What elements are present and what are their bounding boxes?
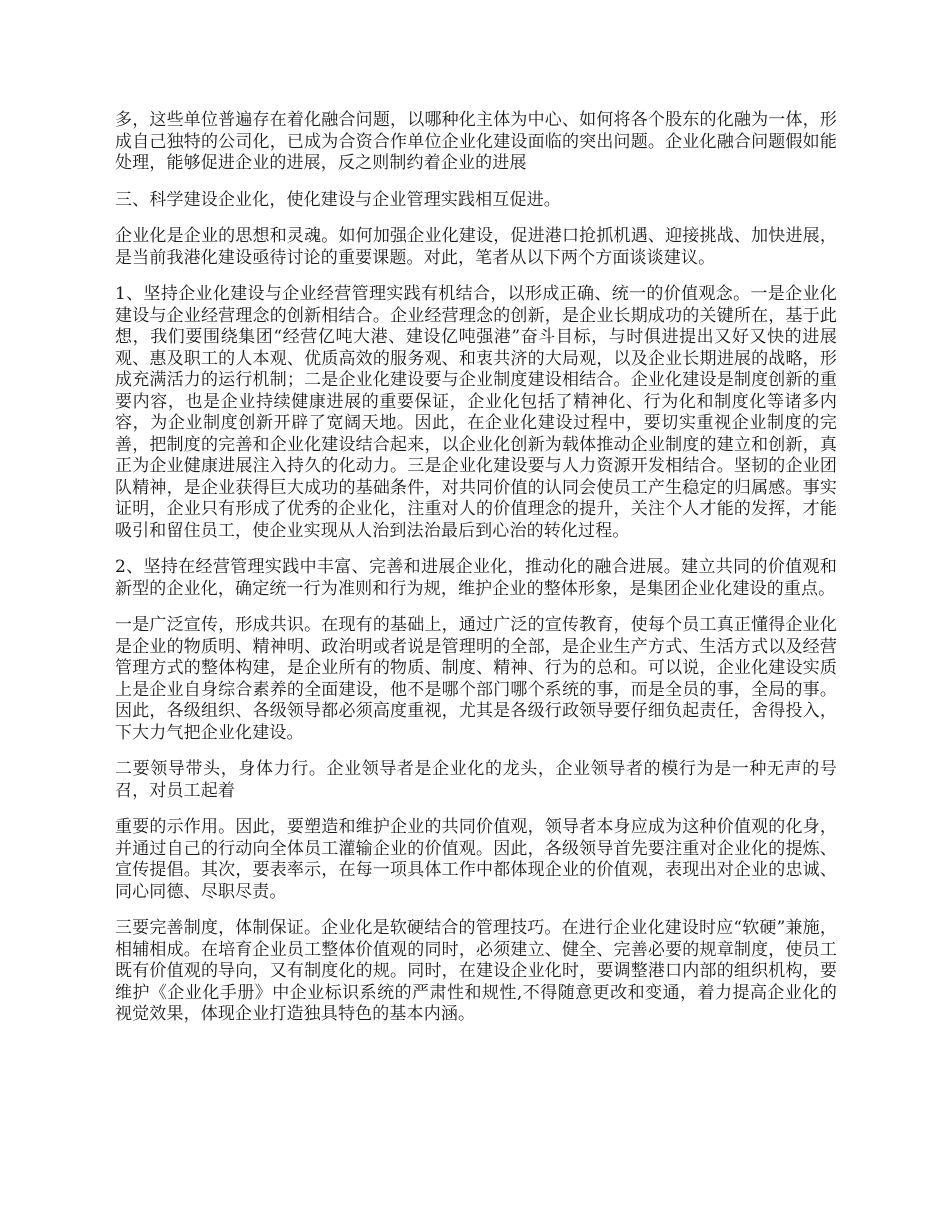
document-body (115, 110, 837, 1041)
section-heading-three: 三、科学建设企业化，使化建设与企业管理实践相互促进。 (115, 189, 561, 210)
paragraph-point-one: 1、坚持企业化建设与企业经营管理实践有机结合，以形成正确、统一的价值观念。一是企业化建设与企业经营理念的创新相结合。企业经营理念的创新，是企业长期成功的关键所在，基于此想，我们要围绕集团“经营亿吨大港、建设亿吨强港”奋斗目标，与时俱进提出又好又快的进展观、惠及职工的人本观、优质高效的服务观、和衷共济的大局观，以及企业长期进展的战略，形成充满活力的运行机制；二是企业化建设要与企业制度建设相结合。企业化建设是制度创新的重要内容，也是企业持续健康进展的重要保证，企业化包括了精神化、行为化和制度化等诸多内容，为企业制度创新开辟了宽阔天地。因此，在企业化建设过程中，要切实重视企业制度的完善，把制度的完善和企业化建设结合起来，以企业化创新为载体推动企业制度的建立和创新，真正为企业健康进展注入持久的化动力。三是企业化建设要与人力资源开发相结合。坚韧的企业团队精神，是企业获得巨大成功的基础条件，对共同价值的认同会使员工产生稳定的归属感。事实证明，企业只有形成了优秀的企业化，注重对人的价值理念的提升，关注个人才能的发挥，才能吸引和留住员工，使企业实现从人治到法治最后到心治的转化过程。 (115, 284, 837, 541)
paragraph-leadership-continued: 重要的示作用。因此，要塑造和维护企业的共同价值观，领导者本身应成为这种价值观的化身，并通过自己的行动向全体员工灌输企业的价值观。因此，各级领导首先要注重对企业化的提炼、宣传提倡。其次，要表率示，在每一项具体工作中都体现企业的价值观，表现出对企业的忠诚、同心同德、尽职尽责。 (115, 817, 837, 902)
paragraph-culture-soul: 企业化是企业的思想和灵魂。如何加强企业化建设，促进港口抢抓机遇、迎接挑战、加快进展，是当前我港化建设亟待讨论的重要课题。对此，笔者从以下两个方面谈谈建议。 (115, 226, 837, 268)
paragraph-intro-continuation: 多，这些单位普遍存在着化融合问题，以哪种化主体为中心、如何将各个股东的化融为一体，形成自己独特的公司化，已成为合资合作单位企业化建设面临的突出问题。企业化融合问题假如能处理，能够促进企业的进展，反之则制约着企业的进展 (115, 110, 837, 173)
paragraph-leadership: 二要领导带头，身体力行。企业领导者是企业化的龙头，企业领导者的模行为是一种无声的号召，对员工起着 (115, 759, 837, 801)
paragraph-system-guarantee: 三要完善制度，体制保证。企业化是软硬结合的管理技巧。在进行企业化建设时应“软硬”兼施，相辅相成。在培育企业员工整体价值观的同时，必须建立、健全、完善必要的规章制度，使员工既有价值观的导向，又有制度化的规。同时，在建设企业化时，要调整港口内部的组织机构，要维护《企业化手册》中企业标识系统的严肃性和规性,不得随意更改和变通，着力提高企业化的视觉效果，体现企业打造独具特色的基本内涵。 (115, 918, 837, 1024)
paragraph-point-two: 2、坚持在经营管理实践中丰富、完善和进展企业化，推动化的融合进展。建立共同的价值观和新型的企业化，确定统一行为准则和行为规，维护企业的整体形象，是集团企业化建设的重点。 (115, 557, 837, 599)
paragraph-publicity: 一是广泛宣传，形成共识。在现有的基础上，通过广泛的宣传教育，使每个员工真正懂得企业化是企业的物质明、精神明、政治明或者说是管理明的全部，是企业生产方式、生活方式以及经营管理方式的整体构建，是企业所有的物质、制度、精神、行为的总和。可以说，企业化建设实质上是企业自身综合素养的全面建设，他不是哪个部门哪个系统的事，而是全员的事，全局的事。因此，各级组织、各级领导都必须高度重视，尤其是各级行政领导要仔细负起责任，舍得投入，下大力气把企业化建设。 (115, 615, 837, 743)
